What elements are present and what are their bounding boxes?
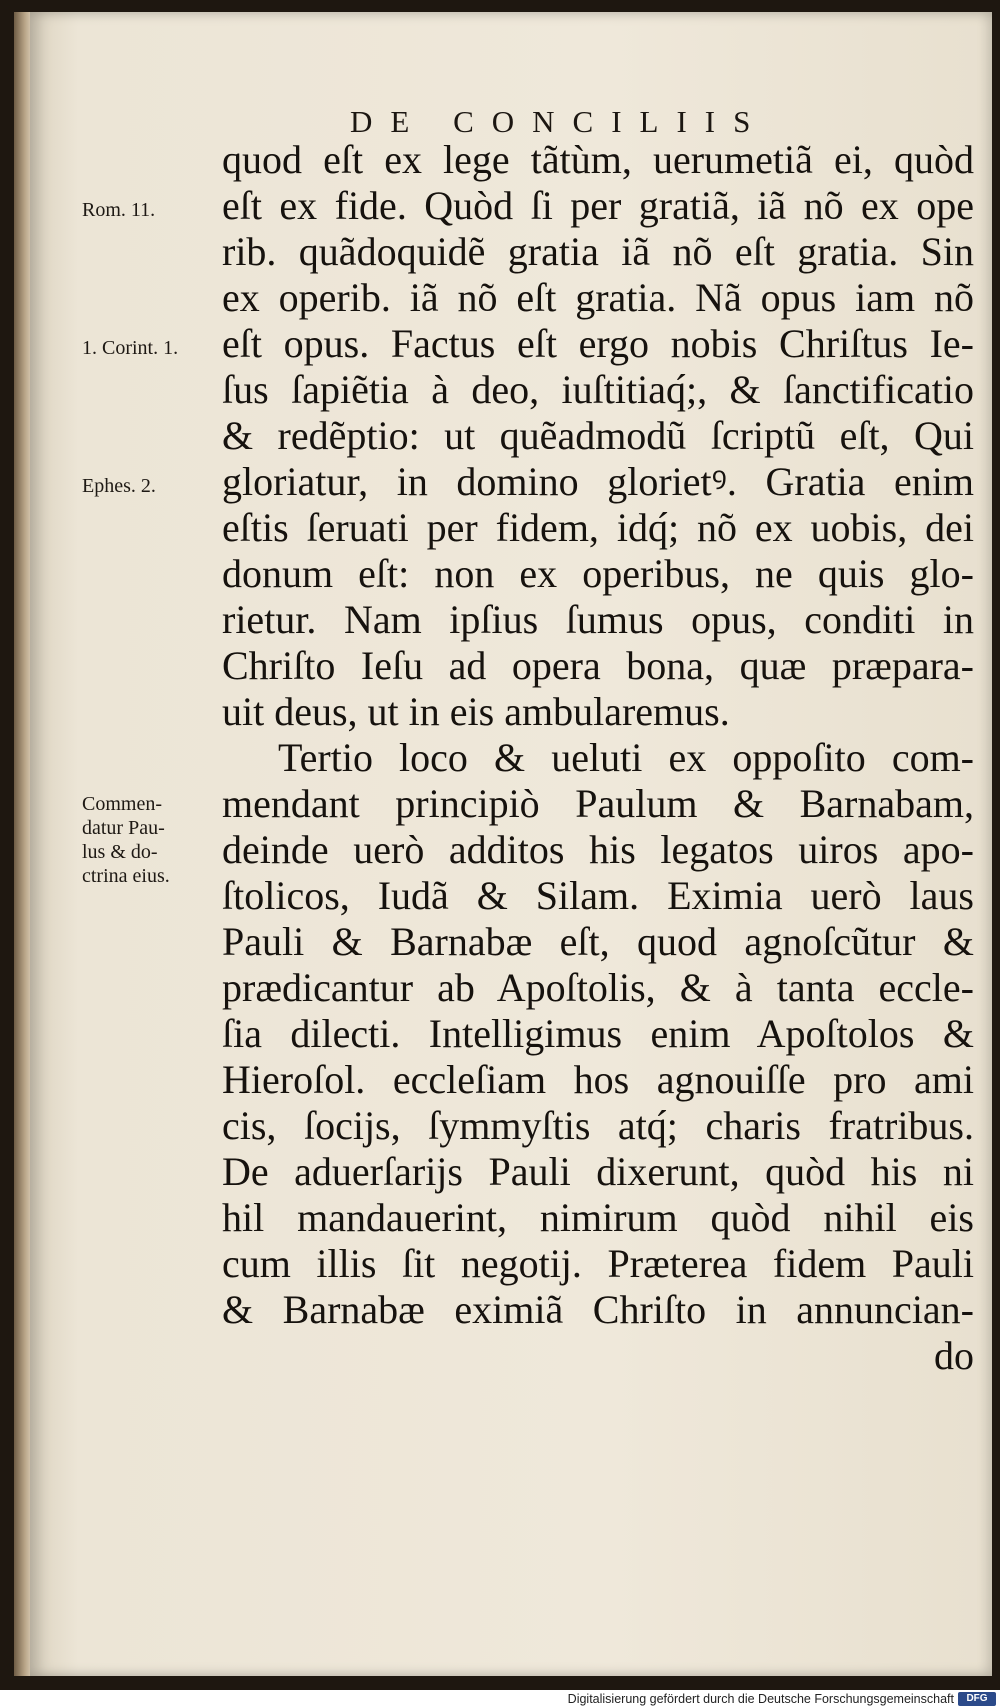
text-line: Tertio loco & ueluti ex oppoſito com-: [278, 735, 974, 780]
catchword: do: [934, 1333, 974, 1378]
text-line: & redẽptio: ut quẽadmodũ ſcriptũ eſt, Qui: [222, 413, 974, 458]
text-line: eſt ex fide. Quòd ſi per gratiã, iã nõ ex ope: [222, 183, 974, 228]
text-line: ex operib. iã nõ eſt gratia. Nã opus iam nõ: [222, 275, 974, 320]
text-line: prædicantur ab Apoſtolis, & à tanta eccle-: [222, 965, 974, 1010]
text-line: rietur. Nam ipſius ſumus opus, conditi in: [222, 597, 974, 642]
text-line: cis, ſocijs, ſymmyſtis atq́; charis fratribus.: [222, 1103, 974, 1148]
marginal-note: Ephes. 2.: [82, 475, 156, 497]
text-line: De aduerſarijs Pauli dixerunt, quòd his ni: [222, 1149, 974, 1194]
text-line: Hieroſol. eccleſiam hos agnouiſſe pro ami: [222, 1057, 974, 1102]
text-line: ſia dilecti. Intelligimus enim Apoſtolos &: [222, 1011, 974, 1056]
text-line: gloriatur, in domino glorietꝰ. Gratia enim: [222, 459, 974, 504]
text-line: Pauli & Barnabæ eſt, quod agnoſcũtur &: [222, 919, 974, 964]
text-line: & Barnabæ eximiã Chriſto in annuncian-: [222, 1287, 974, 1332]
text-line: cum illis ſit negotij. Præterea fidem Pauli: [222, 1241, 974, 1286]
text-line: donum eſt: non ex operibus, ne quis glo-: [222, 551, 974, 596]
text-line: mendant principiò Paulum & Barnabam,: [222, 781, 974, 826]
text-line: ſus ſapiẽtia à deo, iuſtitiaq́;, & ſanctificatio: [222, 367, 974, 412]
text-line: eſtis ſeruati per fidem, idq́; nõ ex uobis, dei: [222, 505, 974, 550]
text-line: rib. quãdoquidẽ gratia iã nõ eſt gratia. Sin: [222, 229, 974, 274]
running-head: DE CONCILIIS: [350, 104, 769, 139]
text-line: ſtolicos, Iudã & Silam. Eximia uerò laus: [222, 873, 974, 918]
text-line: hil mandauerint, nimirum quòd nihil eis: [222, 1195, 974, 1240]
marginal-note: 1. Corint. 1.: [82, 337, 179, 359]
marginal-note: Commen- datur Pau- lus & do- ctrina eius.: [82, 793, 170, 887]
text-line: Chriſto Ieſu ad opera bona, quæ præpara-: [222, 643, 974, 688]
text-line: quod eſt ex lege tãtùm, uerumetiã ei, quòd: [222, 137, 974, 182]
dfg-logo-icon: DFG: [958, 1692, 996, 1706]
marginal-note: Rom. 11.: [82, 199, 156, 221]
text-line: deinde uerò additos his legatos uiros apo-: [222, 827, 974, 872]
text-line: eſt opus. Factus eſt ergo nobis Chriſtus Ie-: [222, 321, 974, 366]
text-line: uit deus, ut in eis ambularemus.: [222, 689, 730, 734]
footer-credit: Digitalisierung gefördert durch die Deutsche Forschungsgemeinschaft: [567, 1692, 954, 1706]
